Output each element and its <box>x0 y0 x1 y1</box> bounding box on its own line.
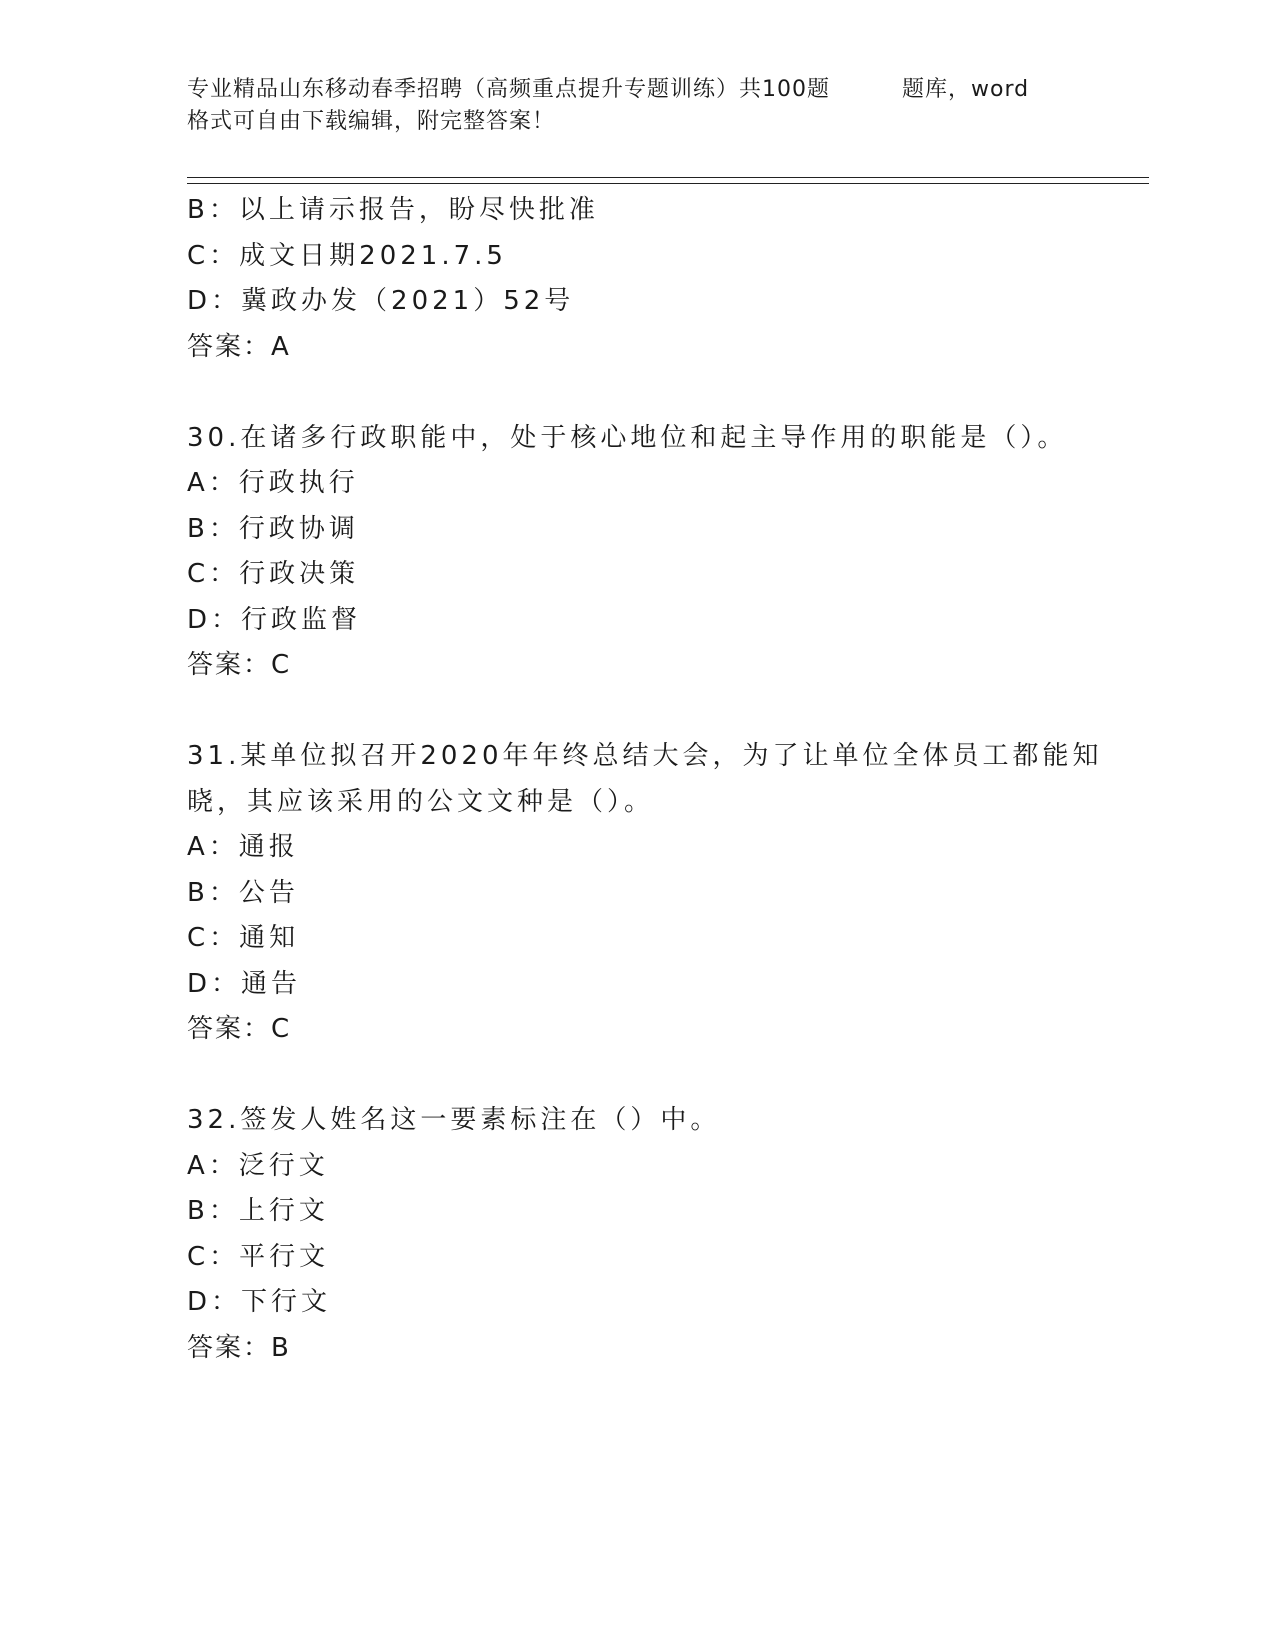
option-b: B：公告 <box>187 877 299 908</box>
option-a: A：通报 <box>187 832 299 862</box>
option-b: B：以上请示报告，盼尽快批准 <box>187 195 599 225</box>
header-divider-top <box>187 177 1149 178</box>
answer-line: 答案：B <box>187 1332 291 1363</box>
option-b: B：行政协调 <box>187 513 359 544</box>
page-header <box>187 74 1087 138</box>
option-a: A：行政执行 <box>187 468 359 498</box>
question-block-30 <box>187 416 1087 689</box>
answer-line: 答案：A <box>187 331 291 362</box>
question-text: 32.签发人姓名这一要素标注在（）中。 <box>187 1105 721 1135</box>
option-c: C：成文日期2021.7.5 <box>187 240 507 271</box>
document-body <box>187 188 1103 1371</box>
question-text-line-1: 31.某单位拟召开2020年年终总结大会，为了让单位全体员工都能知 <box>187 741 1103 771</box>
header-title: 专业精品山东移动春季招聘（高频重点提升专题训练）共100题 <box>187 77 830 102</box>
option-b: B：上行文 <box>187 1196 329 1226</box>
header-line-2: 格式可自由下载编辑，附完整答案！ <box>187 109 556 134</box>
answer-line: 答案：C <box>187 650 292 680</box>
question-block-31 <box>187 734 1103 1053</box>
question-text-line-2: 晓，其应该采用的公文文种是（）。 <box>187 786 655 817</box>
question-block-prev <box>187 188 1087 370</box>
option-d: D：下行文 <box>187 1287 332 1317</box>
header-title-cont: 题库，word <box>902 77 1030 102</box>
question-text: 30.在诸多行政职能中，处于核心地位和起主导作用的职能是（）。 <box>187 422 1068 453</box>
answer-line: 答案：C <box>187 1014 292 1044</box>
option-a: A：泛行文 <box>187 1150 329 1181</box>
header-line-1 <box>187 74 1087 106</box>
option-c: C：平行文 <box>187 1241 330 1272</box>
header-divider-bottom <box>187 183 1149 184</box>
question-block-32 <box>187 1098 1087 1371</box>
option-c: C：通知 <box>187 923 300 953</box>
option-c: C：行政决策 <box>187 559 360 589</box>
option-d: D：行政监督 <box>187 604 362 635</box>
option-d: D：冀政办发（2021）52号 <box>187 286 575 316</box>
option-d: D：通告 <box>187 968 302 999</box>
